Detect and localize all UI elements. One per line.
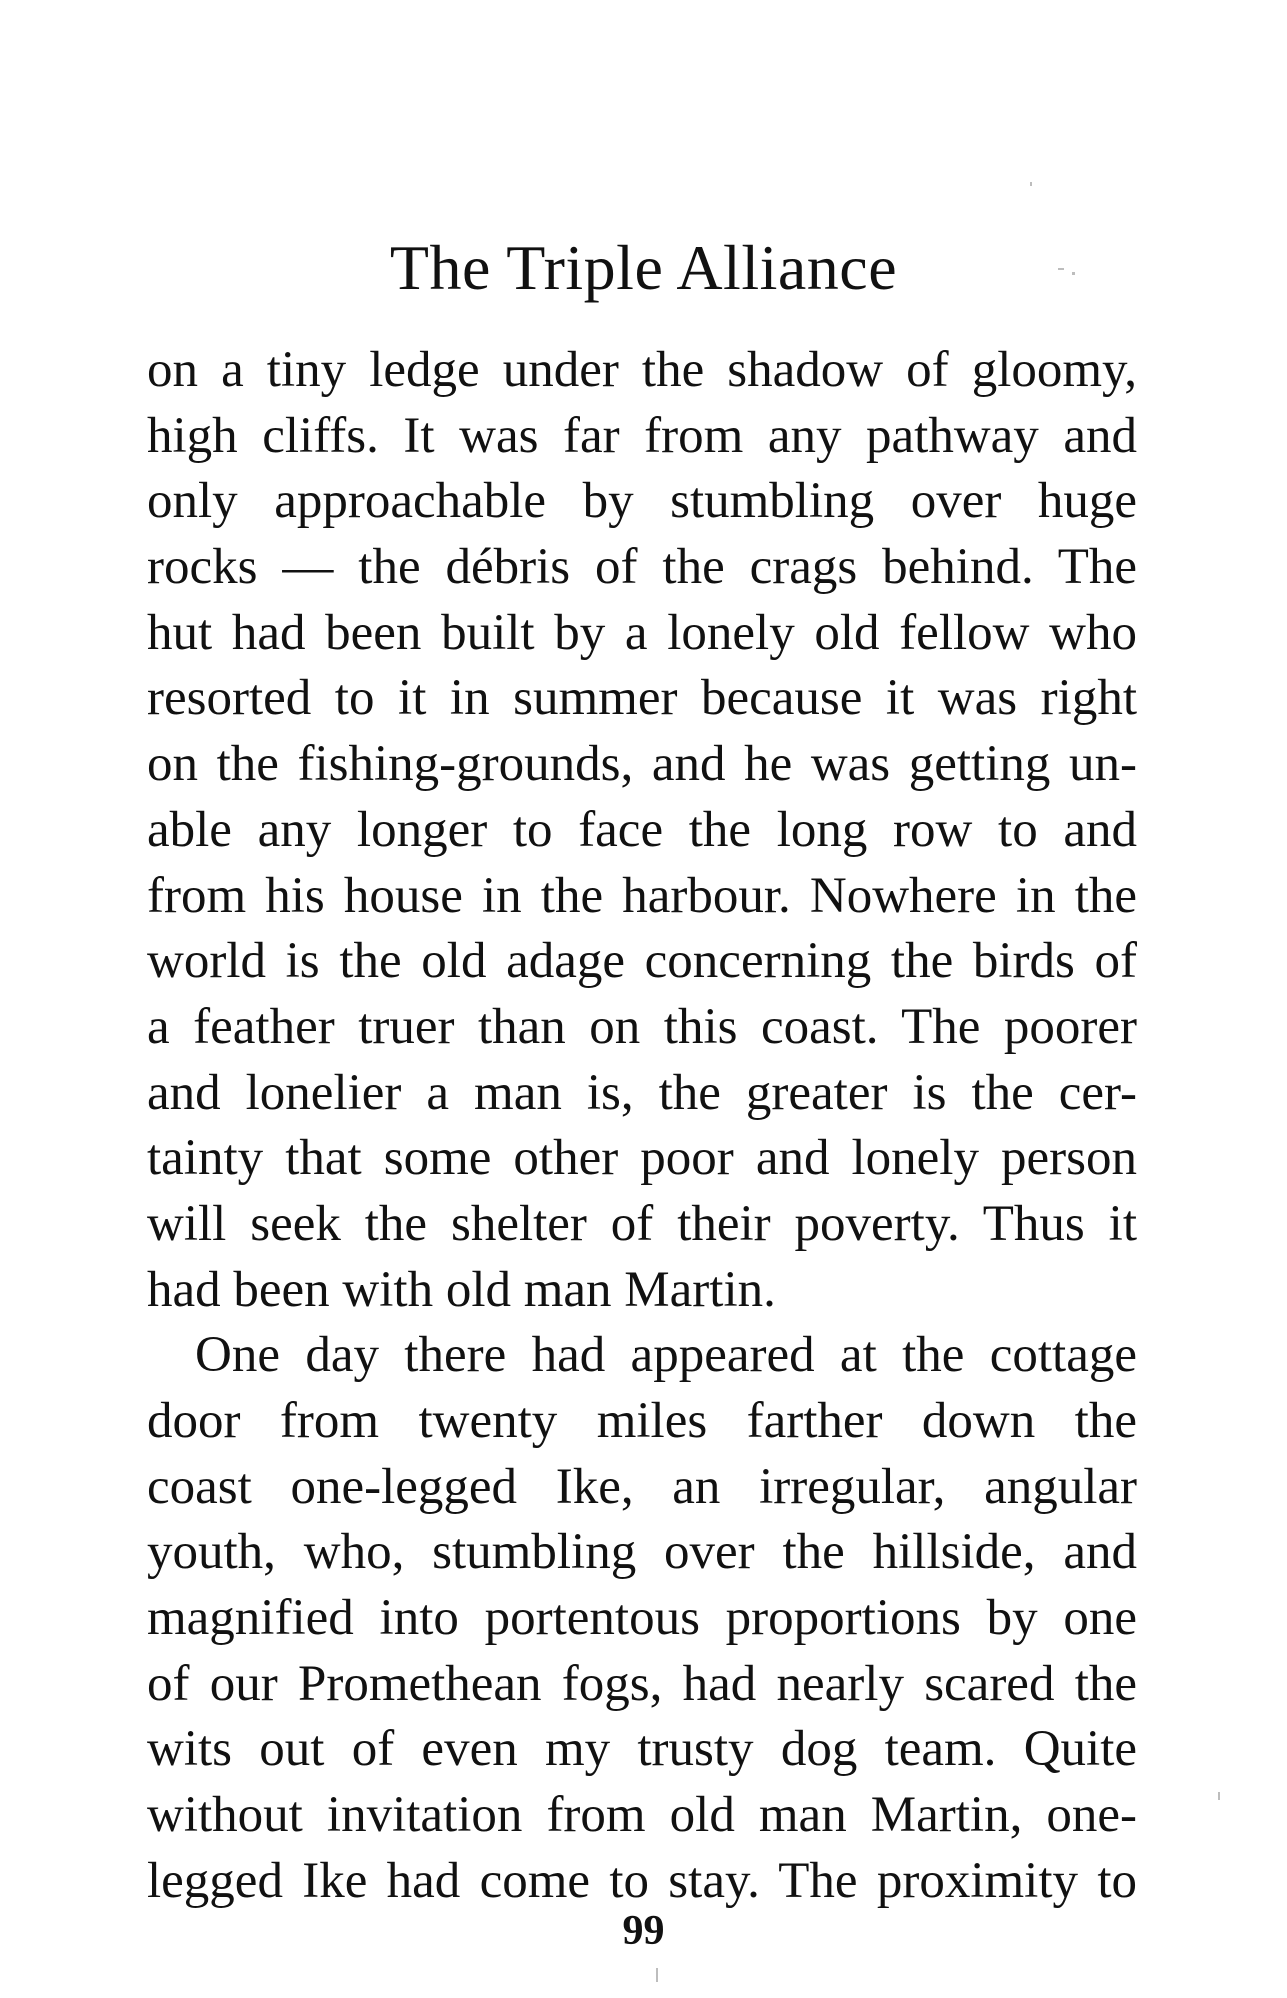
text-line: will seek the shelter of their poverty. Thus it bbox=[147, 1195, 1137, 1252]
text-line: One day there had appeared at the cottage bbox=[195, 1327, 1137, 1384]
text-line: without invitation from old man Martin, one- bbox=[147, 1787, 1137, 1844]
scan-speck bbox=[1058, 268, 1064, 270]
text-line: from his house in the harbour. Nowhere in the bbox=[147, 867, 1137, 924]
text-line: magnified into portentous proportions by one bbox=[147, 1590, 1137, 1647]
text-line: legged Ike had come to stay. The proximity to bbox=[147, 1852, 1137, 1909]
running-head: The Triple Alliance bbox=[389, 232, 898, 303]
text-line: hut had been built by a lonely old fellow who bbox=[147, 604, 1137, 661]
text-line: of our Promethean fogs, had nearly scared the bbox=[147, 1655, 1137, 1712]
text-line: coast one-legged Ike, an irregular, angular bbox=[147, 1458, 1137, 1515]
text-line: and lonelier a man is, the greater is the cer- bbox=[147, 1064, 1137, 1121]
text-line: world is the old adage concerning the birds of bbox=[147, 933, 1137, 990]
scan-speck bbox=[1030, 182, 1032, 186]
text-line: tainty that some other poor and lonely person bbox=[147, 1130, 1137, 1187]
text-line: had been with old man Martin. bbox=[147, 1261, 776, 1318]
text-line: a feather truer than on this coast. The poorer bbox=[147, 998, 1137, 1055]
text-line: youth, who, stumbling over the hillside, and bbox=[147, 1524, 1137, 1581]
scan-speck bbox=[1072, 272, 1075, 275]
text-line: door from twenty miles farther down the bbox=[147, 1393, 1137, 1449]
text-line: high cliffs. It was far from any pathway and bbox=[147, 407, 1137, 464]
text-line: able any longer to face the long row to and bbox=[147, 801, 1137, 858]
text-line: resorted to it in summer because it was right bbox=[147, 670, 1137, 727]
text-line: only approachable by stumbling over huge bbox=[147, 473, 1137, 530]
scan-speck bbox=[1218, 1792, 1220, 1800]
text-line: on a tiny ledge under the shadow of gloomy, bbox=[147, 342, 1137, 398]
text-line: wits out of even my trusty dog team. Quite bbox=[147, 1721, 1137, 1778]
scan-speck bbox=[656, 1968, 658, 1982]
text-line: on the fishing-grounds, and he was getting un- bbox=[147, 736, 1137, 793]
body-text bbox=[147, 338, 1137, 1915]
text-line: rocks — the débris of the crags behind. The bbox=[147, 539, 1137, 596]
page-number: 99 bbox=[622, 1908, 665, 1954]
